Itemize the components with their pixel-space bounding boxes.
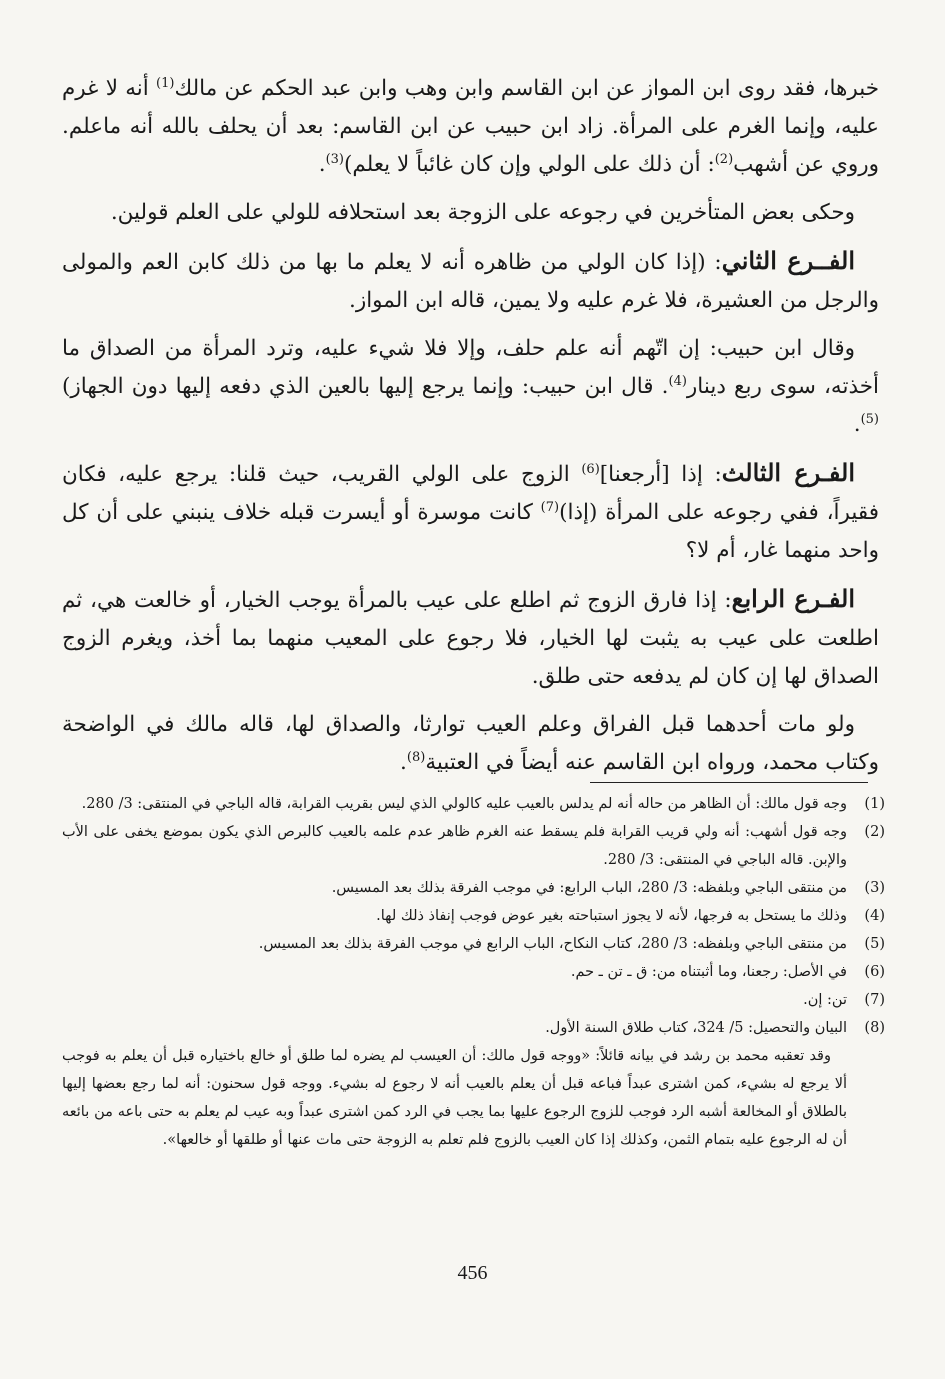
footnote bbox=[62, 986, 885, 1014]
footnotes bbox=[62, 790, 885, 1154]
footnote-number: (4) bbox=[864, 908, 885, 924]
footnote-number: (6) bbox=[864, 964, 885, 980]
footnote-number: (2) bbox=[864, 824, 885, 840]
text-run: خبرها، فقد روى ابن المواز عن ابن القاسم وابن وهب وابن عبد الحكم عن مالك bbox=[174, 76, 879, 101]
footnote-marker: (6) bbox=[581, 461, 600, 477]
footnote-text: وجه قول أشهب: أنه ولي قريب القرابة فلم يسقط عنه الغرم ظاهر عدم علمه بالعيب كالبرص الذي يكون بموضع يخفى على الأب والإبن. قاله الباجي في المنتقى: 3/ 280. bbox=[62, 824, 847, 868]
main-text bbox=[62, 70, 879, 782]
paragraph bbox=[62, 454, 879, 570]
footnote-text: البيان والتحصيل: 5/ 324، كتاب طلاق السنة الأول. bbox=[545, 1020, 847, 1036]
branch-heading: الفـرع الرابع bbox=[731, 584, 856, 613]
text-run: ولو مات أحدهما قبل الفراق وعلم العيب توارثا، والصداق لها، قاله مالك في الواضحة وكتاب محمد، ورواه ابن القاسم عنه أيضاً في العتبية bbox=[62, 712, 879, 775]
footnote-text: في الأصل: رجعنا، وما أثبتناه من: ق ـ تن ـ حم. bbox=[570, 964, 847, 980]
paragraph bbox=[62, 242, 879, 320]
footnote bbox=[62, 930, 885, 958]
footnote-marker: (2) bbox=[714, 151, 734, 167]
footnote bbox=[62, 1014, 885, 1042]
footnote-number: (7) bbox=[864, 992, 885, 1008]
text-run: . bbox=[318, 152, 326, 177]
text-run: وحكى بعض المتأخرين في رجوعه على الزوجة بعد استحلافه للولي على العلم قولين. bbox=[110, 200, 855, 225]
footnote-marker: (1) bbox=[156, 75, 175, 91]
paragraph bbox=[62, 580, 879, 696]
paragraph bbox=[62, 70, 879, 184]
text-run: : (إذا كان الولي من ظاهره أنه لا يعلم ما بها من ذلك كابن العم والمولى والرجل من العشيرة، فلا غرم عليه ولا يمين، قاله ابن المواز. bbox=[62, 250, 879, 313]
text-run: : إذا فارق الزوج ثم اطلع على عيب بالمرأة يوجب الخيار، أو خالعت هي، ثم اطلعت على عيب به يثبت لها الخيار، فلا رجوع على المعيب منهما بما أخذ، ويغرم الزوج الصداق لها إن كان لم يدفعه حتى طلق. bbox=[62, 588, 879, 689]
text-run: . bbox=[853, 412, 861, 437]
paragraph bbox=[62, 330, 879, 444]
text-run: أنه لا غرم عليه، وإنما الغرم على المرأة. زاد ابن حبيب عن ابن القاسم: بعد أن يحلف بالله أنه ماعلم. وروي عن أشهب bbox=[62, 76, 879, 177]
footnote-number: (8) bbox=[864, 1020, 885, 1036]
footnote bbox=[62, 902, 885, 930]
paragraph bbox=[62, 194, 879, 232]
footnote-marker: (3) bbox=[325, 151, 344, 167]
footnote-separator bbox=[590, 782, 868, 783]
footnote-text: وجه قول مالك: أن الظاهر من حاله أنه لم يدلس بالعيب عليه كالولي الذي ليس بقريب القرابة، قاله الباجي في المنتقى: 3/ 280. bbox=[81, 796, 847, 812]
footnote bbox=[62, 874, 885, 902]
text-run: وقال ابن حبيب: إن اتّهم أنه علم حلف، وإلا فلا شيء عليه، وترد المرأة من الصداق ما أخذته، سوى ربع دينار bbox=[62, 336, 879, 399]
footnote-number: (1) bbox=[864, 796, 885, 812]
text-run: كانت موسرة أو أيسرت قبله خلاف ينبني على أن كل واحد منهما غار، أم لا؟ bbox=[62, 500, 879, 563]
footnote bbox=[62, 818, 885, 874]
footnote-marker: (8) bbox=[406, 749, 426, 765]
footnote-marker: (5) bbox=[860, 411, 879, 427]
footnote-text: تن: إن. bbox=[803, 992, 847, 1008]
footnote bbox=[62, 790, 885, 818]
text-run: . قال ابن حبيب: وإنما يرجع إليها بالعين الذي دفعه إليها دون الجهاز) bbox=[62, 374, 669, 399]
footnote-number: (5) bbox=[864, 936, 885, 952]
footnote-number: (3) bbox=[864, 880, 885, 896]
text-run: . bbox=[400, 750, 407, 775]
branch-heading: الفــرع الثاني bbox=[721, 246, 856, 275]
footnote-marker: (7) bbox=[540, 499, 560, 515]
footnote-text: وذلك ما يستحل به فرجها، لأنه لا يجوز استباحته بغير عوض فوجب إنفاذ ذلك لها. bbox=[376, 908, 847, 924]
text-run: : إذا [أرجعنا] bbox=[599, 462, 722, 487]
footnote bbox=[62, 958, 885, 986]
text-run: الزوج على الولي القريب، حيث قلنا: يرجع عليه، فكان فقيراً، ففي رجوعه على المرأة (إذا) bbox=[62, 462, 879, 525]
branch-heading: الفـرع الثالث bbox=[721, 458, 855, 487]
footnote-marker: (4) bbox=[668, 373, 687, 389]
paragraph bbox=[62, 706, 879, 782]
footnote-text: من منتقى الباجي وبلفظه: 3/ 280، كتاب النكاح، الباب الرابع في موجب الفرقة بذلك بعد المسيس. bbox=[258, 936, 847, 952]
footnote-text: من منتقى الباجي وبلفظه: 3/ 280، الباب الرابع: في موجب الفرقة بذلك بعد المسيس. bbox=[331, 880, 847, 896]
page-number: 456 bbox=[457, 1262, 488, 1284]
text-run: : أن ذلك على الولي وإن كان غائباً لا يعلم) bbox=[344, 152, 715, 177]
footnote-continuation: وقد تعقبه محمد بن رشد في بيانه قائلاً: «ووجه قول مالك: أن العيسب لم يضره لما طلق أو خالع باختياره قبل أن يعلم به فوجب ألا يرجع له بشيء، كمن اشترى عبداً فباعه قبل أن يعلم بالعيب أنه لا رجوع له بشيء. ووجه قول سحنون: أنه لما رجع بعضها إليها بالطلاق أو المخالعة أشبه الرد فوجب للزوج الرجوع عليها بما يجب في الرد كمن اشترى عبداً وبه عيب لم يعلم به حتى باعه من بائعه أن له الرجوع عليه بتمام الثمن، وكذلك إذا كان العيب بالزوج فلم تعلم به الزوجة حتى مات عنها أو طلقها أو خالعها». bbox=[62, 1048, 847, 1148]
